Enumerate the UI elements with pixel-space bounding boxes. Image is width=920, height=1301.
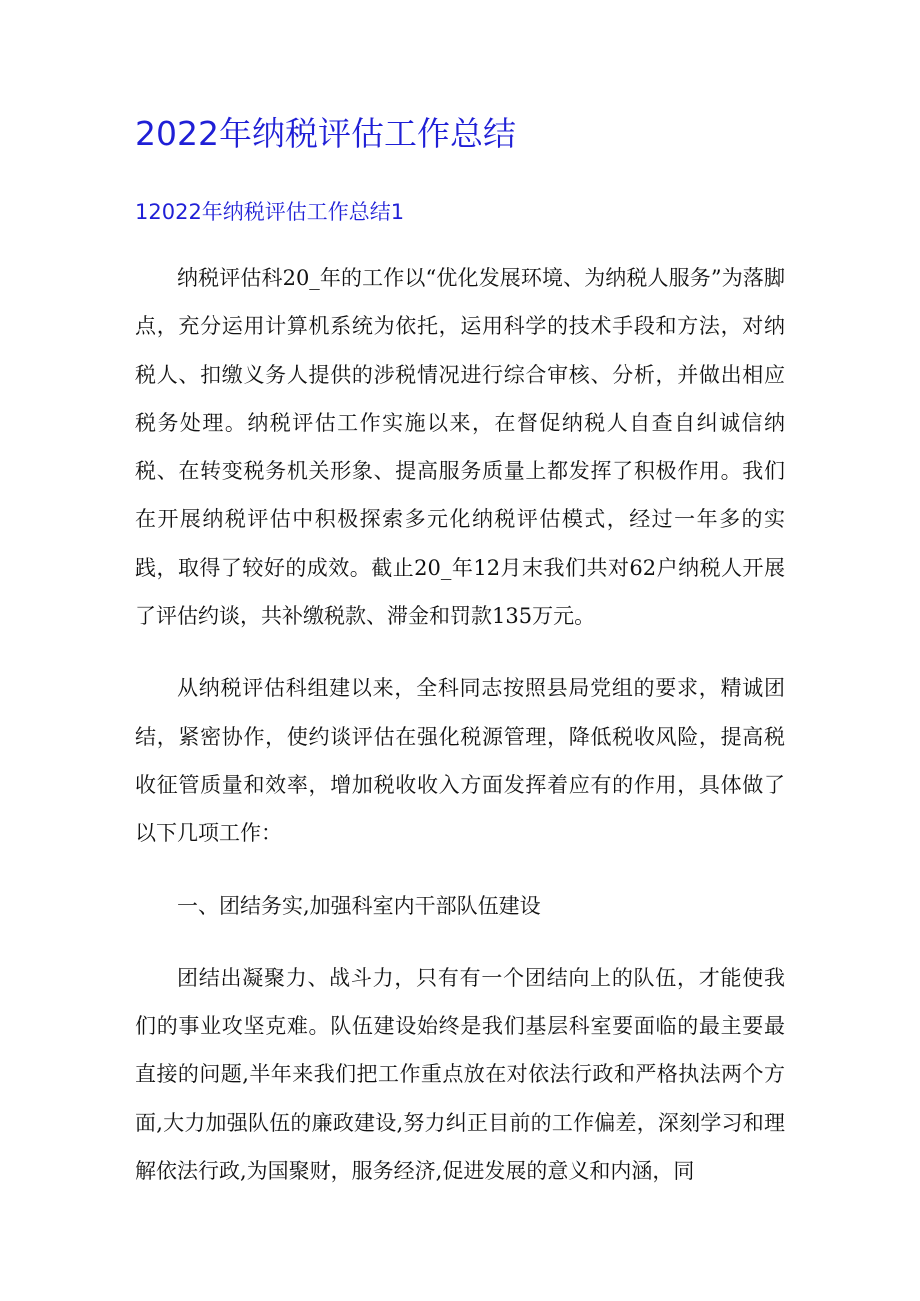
document-title: 2022年纳税评估工作总结 [135,114,516,153]
paragraph-2: 从纳税评估科组建以来，全科同志按照县局党组的要求，精诚团结，紧密协作，使约谈评估在强化税源管理，降低税收风险，提高税收征管质量和效率，增加税收收入方面发挥着应有的作用，具体做了以下几项工作： [135,676,785,846]
paragraph-3: 团结出凝聚力、战斗力，只有有一个团结向上的队伍，才能使我们的事业攻坚克难。队伍建设始终是我们基层科室要面临的最主要最直接的问题,半年来我们把工作重点放在对依法行政和严格执法两个方面,大力加强队伍的廉政建设,努力纠正目前的工作偏差，深刻学习和理解依法行政,为国聚财，服务经济,促进发展的意义和内涵，同 [135,965,785,1184]
section-heading-1: 一、团结务实,加强科室内干部队伍建设 [177,893,541,918]
section-subtitle: 12022年纳税评估工作总结1 [135,200,405,224]
paragraph-1: 纳税评估科20_年的工作以“优化发展环境、为纳税人服务”为落脚点，充分运用计算机系统为依托，运用科学的技术手段和方法，对纳税人、扣缴义务人提供的涉税情况进行综合审核、分析，并做出相应税务处理。纳税评估工作实施以来，在督促纳税人自查自纠诚信纳税、在转变税务机关形象、提高服务质量上都发挥了积极作用。我们在开展纳税评估中积极探索多元化纳税评估模式，经过一年多的实践，取得了较好的成效。截止20_年12月末我们共对62户纳税人开展了评估约谈，共补缴税款、滞金和罚款135万元。 [135,266,785,629]
document-body [135,254,785,1219]
